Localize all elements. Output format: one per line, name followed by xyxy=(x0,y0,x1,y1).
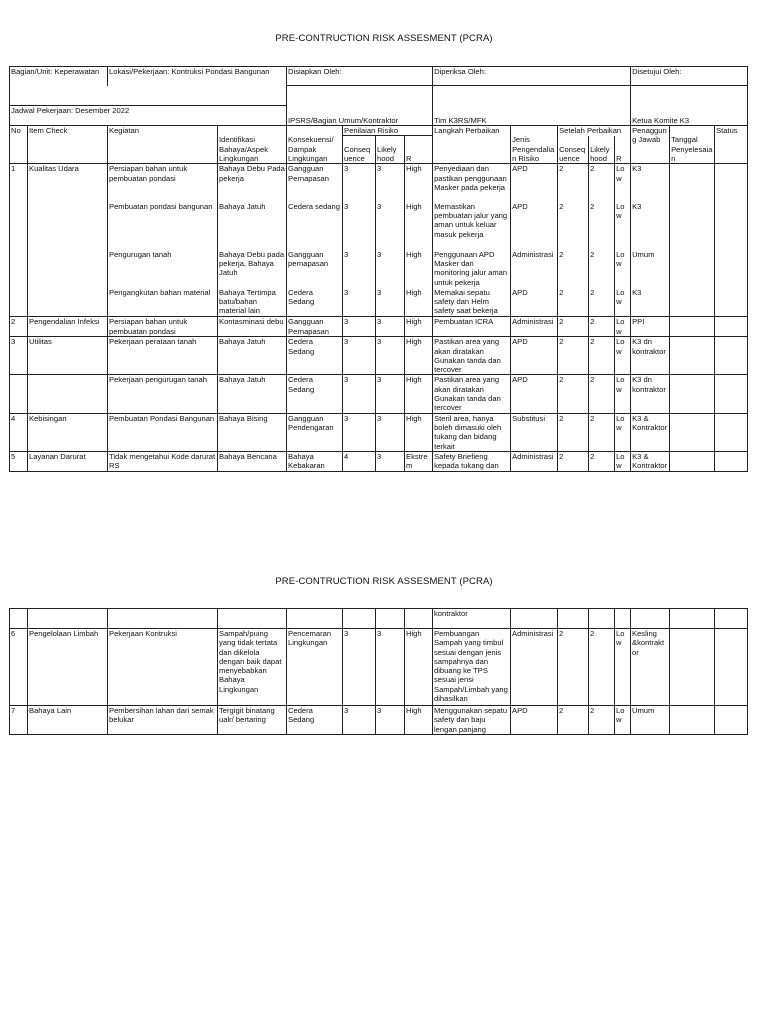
jadwal-label: Jadwal Pekerjaan: Desember 2022 xyxy=(10,106,287,126)
cell-item: Layanan Darurat xyxy=(28,451,108,471)
header-identifikasi: Identifikasi Bahaya/Aspek Lingkungan xyxy=(218,126,287,164)
cell-status xyxy=(715,451,748,471)
cell-likelihood: 3 xyxy=(376,337,405,375)
cell-no: 4 xyxy=(10,413,28,451)
cell-penanggung-jawab: K3 dn kontraktor xyxy=(631,337,670,375)
header-consequence-after: Conseq uence xyxy=(558,136,589,164)
cell-konsekuensi: Gangguan Pernapasan xyxy=(287,317,343,337)
cell-no xyxy=(10,202,28,250)
cell-likelihood: 3 xyxy=(376,629,405,706)
cell-risk: High xyxy=(405,288,433,317)
cell-risk-after: Low xyxy=(615,202,631,250)
header-setelah-perbaikan: Setelah Perbaikan xyxy=(558,126,631,136)
cell-likelihood-after: 2 xyxy=(589,288,615,317)
header-r-after: R xyxy=(615,136,631,164)
table-row xyxy=(10,202,748,250)
cell-risk: High xyxy=(405,317,433,337)
header-tanggal: Tanggal Penyelesaia n xyxy=(670,126,715,164)
cell-penanggung-jawab: Umum xyxy=(631,706,670,735)
cell-consequence: 3 xyxy=(343,250,376,288)
cell-likelihood-after xyxy=(589,609,615,629)
cell-status xyxy=(715,706,748,735)
cell-kegiatan: Pekerjaan Kontruksi xyxy=(108,629,218,706)
cell-tanggal xyxy=(670,288,715,317)
cell-likelihood: 3 xyxy=(376,706,405,735)
cell-kegiatan: Tidak mengetahui Kode darurat RS xyxy=(108,451,218,471)
cell-jenis: APD xyxy=(511,288,558,317)
cell-identifikasi: Bahaya Bencana xyxy=(218,451,287,471)
cell-likelihood-after: 2 xyxy=(589,337,615,375)
cell-langkah: Memakai sepatu safety dan Helm safety saat bekerja xyxy=(433,288,511,317)
cell-tanggal xyxy=(670,609,715,629)
page-title: PRE-CONTRUCTION RISK ASSESMENT (PCRA) xyxy=(275,33,493,44)
cell-jenis: Administrasi xyxy=(511,629,558,706)
cell-risk-after: Low xyxy=(615,288,631,317)
cell-likelihood-after: 2 xyxy=(589,413,615,451)
cell-jenis: APD xyxy=(511,375,558,413)
cell-identifikasi: Sampah/puing yang tidak tertata dan dikelola dengan baik dapat menyebabkan Bahaya Lingkungan xyxy=(218,629,287,706)
cell-identifikasi: Bahaya Tertimpa batu/bahan material lain xyxy=(218,288,287,317)
cell-konsekuensi: Cedera sedang xyxy=(287,202,343,250)
cell-item: Kebisingan xyxy=(28,413,108,451)
cell-status xyxy=(715,413,748,451)
cell-penanggung-jawab: K3 xyxy=(631,164,670,202)
header-no: No xyxy=(10,126,28,164)
diperiksa-value: Tim K3RS/MFK xyxy=(433,106,631,126)
cell-consequence-after: 2 xyxy=(558,337,589,375)
disiapkan-label: Disiapkan Oleh: xyxy=(287,67,433,86)
cell-no: 3 xyxy=(10,337,28,375)
table-row xyxy=(10,164,748,202)
cell-langkah: Safety Briefieng kepada tukang dan xyxy=(433,451,511,471)
cell-likelihood-after: 2 xyxy=(589,451,615,471)
cell-risk-after: Low xyxy=(615,375,631,413)
cell-no: 5 xyxy=(10,451,28,471)
cell-consequence: 3 xyxy=(343,337,376,375)
cell-konsekuensi: Cedera Sedang xyxy=(287,375,343,413)
cell-likelihood: 3 xyxy=(376,288,405,317)
header-item-check: Item Check xyxy=(28,126,108,164)
cell-no: 2 xyxy=(10,317,28,337)
cell-likelihood: 3 xyxy=(376,413,405,451)
cell-item xyxy=(28,250,108,288)
cell-likelihood: 3 xyxy=(376,375,405,413)
cell-risk-after: Low xyxy=(615,451,631,471)
table-row xyxy=(10,317,748,337)
cell-kegiatan: Persiapan bahan untuk pembuatan pondasi xyxy=(108,317,218,337)
cell-consequence-after: 2 xyxy=(558,250,589,288)
cell-consequence: 3 xyxy=(343,202,376,250)
cell-likelihood xyxy=(376,609,405,629)
cell-identifikasi: Bahaya Jatuh xyxy=(218,337,287,375)
cell-status xyxy=(715,250,748,288)
cell-likelihood-after: 2 xyxy=(589,250,615,288)
header-penanggung-jawab: Penaggun g Jawab xyxy=(631,126,670,164)
cell-jenis: APD xyxy=(511,202,558,250)
cell-kegiatan: Persiapan bahan untuk pembuatan pondasi xyxy=(108,164,218,202)
cell-consequence: 3 xyxy=(343,706,376,735)
cell-status xyxy=(715,164,748,202)
cell-risk: Ekstre m xyxy=(405,451,433,471)
cell-likelihood-after: 2 xyxy=(589,164,615,202)
cell-identifikasi: Tergigit binatang ualr/ bertaring xyxy=(218,706,287,735)
cell-risk: High xyxy=(405,629,433,706)
cell-consequence: 3 xyxy=(343,317,376,337)
cell-risk-after: Low xyxy=(615,337,631,375)
cell-kegiatan: Pengurugan tanah xyxy=(108,250,218,288)
cell-consequence: 4 xyxy=(343,451,376,471)
cell-kegiatan: Pembuatan pondasi bangunan xyxy=(108,202,218,250)
table-row xyxy=(10,375,748,413)
header-likelihood: Likely hood xyxy=(376,136,405,164)
cell-likelihood-after: 2 xyxy=(589,706,615,735)
cell-likelihood-after: 2 xyxy=(589,202,615,250)
cell-kegiatan xyxy=(108,609,218,629)
cell-langkah: Pastikan area yang akan diratakan Gunakan tanda dan tercover xyxy=(433,337,511,375)
page-title-2: PRE-CONTRUCTION RISK ASSESMENT (PCRA) xyxy=(275,576,493,587)
cell-status xyxy=(715,317,748,337)
cell-tanggal xyxy=(670,164,715,202)
cell-item xyxy=(28,202,108,250)
cell-penanggung-jawab: K3 xyxy=(631,288,670,317)
header-status: Status xyxy=(715,126,748,164)
cell-langkah: Pembuatan ICRA xyxy=(433,317,511,337)
cell-penanggung-jawab: PPI xyxy=(631,317,670,337)
cell-consequence-after: 2 xyxy=(558,451,589,471)
cell-item xyxy=(28,609,108,629)
cell-likelihood: 3 xyxy=(376,451,405,471)
table-row xyxy=(10,451,748,471)
cell-no: 7 xyxy=(10,706,28,735)
table-row xyxy=(10,706,748,735)
table-row xyxy=(10,413,748,451)
cell-likelihood: 3 xyxy=(376,317,405,337)
cell-no xyxy=(10,250,28,288)
cell-risk: High xyxy=(405,250,433,288)
cell-risk: High xyxy=(405,375,433,413)
cell-tanggal xyxy=(670,317,715,337)
cell-identifikasi: Bahaya Bising xyxy=(218,413,287,451)
cell-consequence-after: 2 xyxy=(558,288,589,317)
cell-langkah: Pembuangan Sampah yang timbul sesuai dengan jenis sampahnya dan dibuang ke TPS sesuai jensi Sampah/Limbah yang dihasilkan xyxy=(433,629,511,706)
cell-langkah: Menggunakan sepatu safety dan baju lengan panjang xyxy=(433,706,511,735)
cell-penanggung-jawab: K3 & Kontraktor xyxy=(631,413,670,451)
cell-consequence-after: 2 xyxy=(558,375,589,413)
cell-no xyxy=(10,609,28,629)
cell-langkah: Steril area, hanya boleh dimasuki oleh tukang dan bidang terkait xyxy=(433,413,511,451)
header-konsekuensi: Konsekuensi/ Dampak Lingkungan xyxy=(287,126,343,164)
cell-consequence-after: 2 xyxy=(558,629,589,706)
cell-tanggal xyxy=(670,250,715,288)
cell-identifikasi: Kontasminasi debu xyxy=(218,317,287,337)
cell-consequence: 3 xyxy=(343,629,376,706)
cell-tanggal xyxy=(670,337,715,375)
table-row xyxy=(10,337,748,375)
cell-identifikasi: Bahaya Debu Pada pekerja xyxy=(218,164,287,202)
pcra-table-page-1 xyxy=(9,66,748,472)
cell-item: Bahaya Lain xyxy=(28,706,108,735)
table-row xyxy=(10,609,748,629)
cell-consequence-after: 2 xyxy=(558,413,589,451)
cell-risk-after: Low xyxy=(615,250,631,288)
cell-penanggung-jawab: Umum xyxy=(631,250,670,288)
cell-konsekuensi: Cedera Sedang xyxy=(287,337,343,375)
header-kegiatan: Kegiatan xyxy=(108,126,218,164)
blank-cell xyxy=(287,86,433,106)
cell-no xyxy=(10,375,28,413)
cell-likelihood: 3 xyxy=(376,250,405,288)
table-row xyxy=(10,288,748,317)
cell-kegiatan: Pengangkutan bahan material xyxy=(108,288,218,317)
cell-likelihood: 3 xyxy=(376,164,405,202)
cell-jenis: APD xyxy=(511,164,558,202)
blank-cell xyxy=(10,86,287,106)
cell-no xyxy=(10,288,28,317)
cell-tanggal xyxy=(670,413,715,451)
cell-risk: High xyxy=(405,337,433,375)
cell-likelihood-after: 2 xyxy=(589,375,615,413)
disetujui-value: Ketua Komite K3 xyxy=(631,106,748,126)
cell-risk: High xyxy=(405,413,433,451)
cell-langkah: Penyediaan dan pastikan penggunaan Masker pada pekerja xyxy=(433,164,511,202)
cell-status xyxy=(715,337,748,375)
cell-risk-after xyxy=(615,609,631,629)
cell-tanggal xyxy=(670,629,715,706)
pcra-table-page-2 xyxy=(9,608,748,735)
cell-consequence: 3 xyxy=(343,413,376,451)
cell-jenis: Administrasi xyxy=(511,317,558,337)
cell-risk-after: Low xyxy=(615,164,631,202)
cell-risk-after: Low xyxy=(615,413,631,451)
cell-item: Pengelolaan Limbah xyxy=(28,629,108,706)
disetujui-label: Disetujui Oleh: xyxy=(631,67,748,86)
cell-status xyxy=(715,202,748,250)
cell-consequence-after xyxy=(558,609,589,629)
cell-item: Utilitas xyxy=(28,337,108,375)
cell-risk: High xyxy=(405,164,433,202)
bagian-label: Bagian/Unit: Keperawatan xyxy=(10,67,108,86)
cell-risk-after: Low xyxy=(615,317,631,337)
header-langkah: Langkah Perbaikan xyxy=(433,126,511,164)
cell-jenis: Administrasi xyxy=(511,250,558,288)
cell-langkah: Penggunaan APD Masker dan monitoring jalur aman untuk pekerja xyxy=(433,250,511,288)
cell-item: Kualitas Udara xyxy=(28,164,108,202)
cell-risk-after: Low xyxy=(615,629,631,706)
cell-penanggung-jawab xyxy=(631,609,670,629)
cell-penanggung-jawab: Kesling &kontrakt or xyxy=(631,629,670,706)
cell-item xyxy=(28,288,108,317)
header-penilaian-risiko: Penilaian Risiko xyxy=(343,126,433,136)
cell-jenis: Administrasi xyxy=(511,451,558,471)
cell-risk: High xyxy=(405,706,433,735)
cell-penanggung-jawab: K3 dn kontraktor xyxy=(631,375,670,413)
table-row xyxy=(10,629,748,706)
cell-penanggung-jawab: K3 & Kontraktor xyxy=(631,451,670,471)
cell-konsekuensi: Gangguan pernapasan xyxy=(287,250,343,288)
cell-risk: High xyxy=(405,202,433,250)
cell-konsekuensi: Gangguan Pendengaran xyxy=(287,413,343,451)
cell-konsekuensi xyxy=(287,609,343,629)
cell-consequence: 3 xyxy=(343,164,376,202)
cell-tanggal xyxy=(670,706,715,735)
disiapkan-value: IPSRS/Bagian Umum/Kontraktor xyxy=(287,106,433,126)
cell-tanggal xyxy=(670,202,715,250)
cell-tanggal xyxy=(670,451,715,471)
cell-consequence: 3 xyxy=(343,288,376,317)
cell-no: 6 xyxy=(10,629,28,706)
table-row xyxy=(10,250,748,288)
cell-consequence-after: 2 xyxy=(558,164,589,202)
cell-identifikasi: Bahaya Jatuh xyxy=(218,202,287,250)
header-jenis: Jenis Pengendalia n Risiko xyxy=(511,126,558,164)
cell-consequence-after: 2 xyxy=(558,317,589,337)
cell-no: 1 xyxy=(10,164,28,202)
cell-likelihood-after: 2 xyxy=(589,629,615,706)
cell-langkah: Pastikan area yang akan diratakan Gunakan tanda dan tercover xyxy=(433,375,511,413)
cell-langkah: kontraktor xyxy=(433,609,511,629)
lokasi-label: Lokasi/Pekerjaan: Kontruksi Pondasi Bangunan xyxy=(108,67,287,86)
cell-status xyxy=(715,609,748,629)
header-likelihood-after: Likely hood xyxy=(589,136,615,164)
cell-identifikasi xyxy=(218,609,287,629)
cell-likelihood-after: 2 xyxy=(589,317,615,337)
cell-jenis: APD xyxy=(511,706,558,735)
cell-consequence xyxy=(343,609,376,629)
cell-consequence-after: 2 xyxy=(558,202,589,250)
cell-tanggal xyxy=(670,375,715,413)
header-r: R xyxy=(405,136,433,164)
cell-status xyxy=(715,375,748,413)
blank-cell xyxy=(631,86,748,106)
cell-konsekuensi: Cedera Sedang xyxy=(287,706,343,735)
cell-jenis xyxy=(511,609,558,629)
cell-kegiatan: Pembuatan Pondasi Bangunan xyxy=(108,413,218,451)
cell-likelihood: 3 xyxy=(376,202,405,250)
cell-identifikasi: Bahaya Jatuh xyxy=(218,375,287,413)
cell-item xyxy=(28,375,108,413)
cell-consequence: 3 xyxy=(343,375,376,413)
cell-jenis: Substitusi xyxy=(511,413,558,451)
cell-status xyxy=(715,288,748,317)
cell-kegiatan: Pekerjaan pengurugan tanah xyxy=(108,375,218,413)
cell-konsekuensi: Bahaya Kebakaran xyxy=(287,451,343,471)
cell-konsekuensi: Pencemaran Lingkungan xyxy=(287,629,343,706)
cell-item: Pengendalian Infeksi xyxy=(28,317,108,337)
cell-risk xyxy=(405,609,433,629)
cell-risk-after: Low xyxy=(615,706,631,735)
cell-kegiatan: Pembersihan lahan dari semak belukar xyxy=(108,706,218,735)
cell-penanggung-jawab: K3 xyxy=(631,202,670,250)
cell-kegiatan: Pekerjaan perataan tanah xyxy=(108,337,218,375)
diperiksa-label: Diperiksa Oleh: xyxy=(433,67,631,86)
blank-cell xyxy=(433,86,631,106)
cell-consequence-after: 2 xyxy=(558,706,589,735)
header-consequence: Conseq uence xyxy=(343,136,376,164)
cell-langkah: Memastikan pembuatan jalur yang aman untuk keluar masuk pekerja xyxy=(433,202,511,250)
cell-status xyxy=(715,629,748,706)
cell-konsekuensi: Gangguan Pernapasan xyxy=(287,164,343,202)
cell-konsekuensi: Cedera Sedang xyxy=(287,288,343,317)
cell-identifikasi: Bahaya Debu pada pekerja, Bahaya Jatuh xyxy=(218,250,287,288)
cell-jenis: APD xyxy=(511,337,558,375)
